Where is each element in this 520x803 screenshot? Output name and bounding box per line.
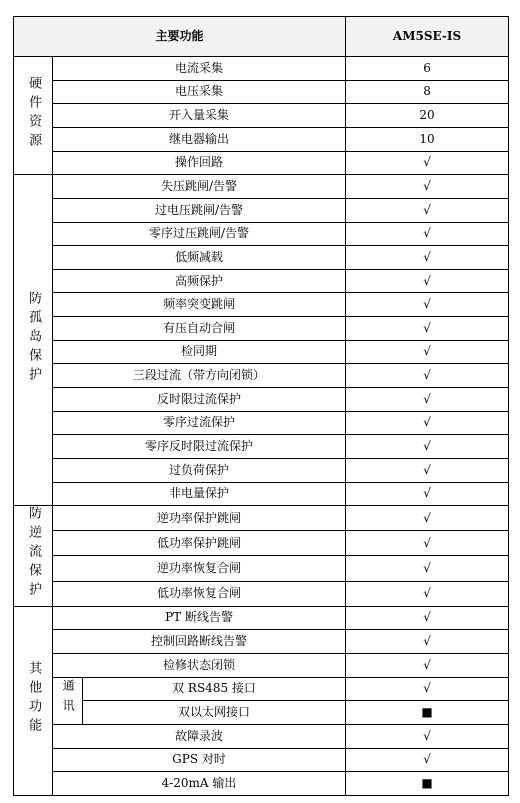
table-row [14, 198, 509, 222]
value-cell: √ [346, 581, 509, 606]
feature-cell: 逆功率恢复合闸 [53, 556, 346, 581]
value-cell: √ [346, 630, 509, 654]
group-hardware: 硬件资源 [14, 57, 53, 175]
header-model: AM5SE-IS [346, 17, 509, 57]
value-cell: √ [346, 246, 509, 270]
table-row [14, 556, 509, 581]
table-row [14, 531, 509, 556]
table-row [14, 175, 509, 199]
value-cell: √ [346, 340, 509, 364]
table-row [14, 482, 509, 506]
value-cell: √ [346, 175, 509, 199]
feature-cell: 过电压跳闸/告警 [53, 198, 346, 222]
table-row [14, 246, 509, 270]
table-row [14, 104, 509, 128]
feature-cell: 失压跳闸/告警 [53, 175, 346, 199]
table-row [14, 364, 509, 388]
feature-cell: 开入量采集 [53, 104, 346, 128]
feature-cell: 电流采集 [53, 57, 346, 81]
header-feature: 主要功能 [14, 17, 346, 57]
value-cell: √ [346, 269, 509, 293]
feature-cell: 继电器输出 [53, 128, 346, 152]
feature-cell: 双以太网接口 [83, 701, 346, 725]
feature-cell: 双 RS485 接口 [83, 677, 346, 701]
value-cell: 6 [346, 57, 509, 81]
table-row [14, 128, 509, 152]
feature-cell: 检修状态闭锁 [53, 654, 346, 678]
feature-cell: 低功率保护跳闸 [53, 531, 346, 556]
value-cell: √ [346, 506, 509, 531]
table-header-row [14, 17, 509, 57]
value-cell: 8 [346, 80, 509, 104]
value-cell: √ [346, 151, 509, 175]
table-row [14, 724, 509, 748]
feature-cell: 非电量保护 [53, 482, 346, 506]
feature-cell: 三段过流（带方向闭锁） [53, 364, 346, 388]
table-row [14, 80, 509, 104]
group-anti-island: 防孤岛保护 [14, 175, 53, 506]
table-row [14, 748, 509, 772]
value-cell: √ [346, 364, 509, 388]
feature-cell: 逆功率保护跳闸 [53, 506, 346, 531]
feature-cell: 频率突变跳闸 [53, 293, 346, 317]
value-cell: √ [346, 317, 509, 341]
value-cell: √ [346, 411, 509, 435]
feature-cell: 零序反时限过流保护 [53, 435, 346, 459]
table-row [14, 293, 509, 317]
feature-cell: 操作回路 [53, 151, 346, 175]
value-cell: √ [346, 458, 509, 482]
feature-cell: 检同期 [53, 340, 346, 364]
value-cell: √ [346, 556, 509, 581]
value-cell: √ [346, 222, 509, 246]
table-row [14, 654, 509, 678]
table-row [14, 630, 509, 654]
value-cell: √ [346, 388, 509, 412]
table-row [14, 151, 509, 175]
table-row [14, 340, 509, 364]
table-row [14, 772, 509, 796]
value-cell: √ [346, 435, 509, 459]
table-row [14, 506, 509, 531]
feature-cell: 低频减载 [53, 246, 346, 270]
group-other: 其他功能 [14, 606, 53, 795]
feature-cell: 反时限过流保护 [53, 388, 346, 412]
value-cell: √ [346, 724, 509, 748]
feature-cell: 过负荷保护 [53, 458, 346, 482]
value-cell: ■ [346, 701, 509, 725]
feature-cell: 零序过流保护 [53, 411, 346, 435]
value-cell: ■ [346, 772, 509, 796]
table-row [14, 317, 509, 341]
feature-cell: 电压采集 [53, 80, 346, 104]
table-row [14, 677, 509, 701]
feature-cell: 4-20mA 输出 [53, 772, 346, 796]
value-cell: 10 [346, 128, 509, 152]
feature-cell: 控制回路断线告警 [53, 630, 346, 654]
feature-cell: 高频保护 [53, 269, 346, 293]
value-cell: √ [346, 482, 509, 506]
subgroup-comm: 通讯 [53, 677, 83, 724]
table-row [14, 606, 509, 630]
feature-cell: 低功率恢复合闸 [53, 581, 346, 606]
table-row [14, 388, 509, 412]
value-cell: √ [346, 198, 509, 222]
value-cell: √ [346, 654, 509, 678]
table-row [14, 57, 509, 81]
value-cell: √ [346, 293, 509, 317]
table-row [14, 581, 509, 606]
value-cell: 20 [346, 104, 509, 128]
feature-table [13, 16, 509, 796]
feature-cell: 故障录波 [53, 724, 346, 748]
feature-cell: 零序过压跳闸/告警 [53, 222, 346, 246]
feature-cell: PT 断线告警 [53, 606, 346, 630]
table-row [14, 458, 509, 482]
value-cell: √ [346, 531, 509, 556]
feature-cell: GPS 对时 [53, 748, 346, 772]
group-anti-reverse: 防逆流保护 [14, 506, 53, 606]
table-row [14, 435, 509, 459]
table-row [14, 701, 509, 725]
table-row [14, 222, 509, 246]
value-cell: √ [346, 677, 509, 701]
table-row [14, 411, 509, 435]
table-row [14, 269, 509, 293]
value-cell: √ [346, 748, 509, 772]
value-cell: √ [346, 606, 509, 630]
feature-cell: 有压自动合闸 [53, 317, 346, 341]
